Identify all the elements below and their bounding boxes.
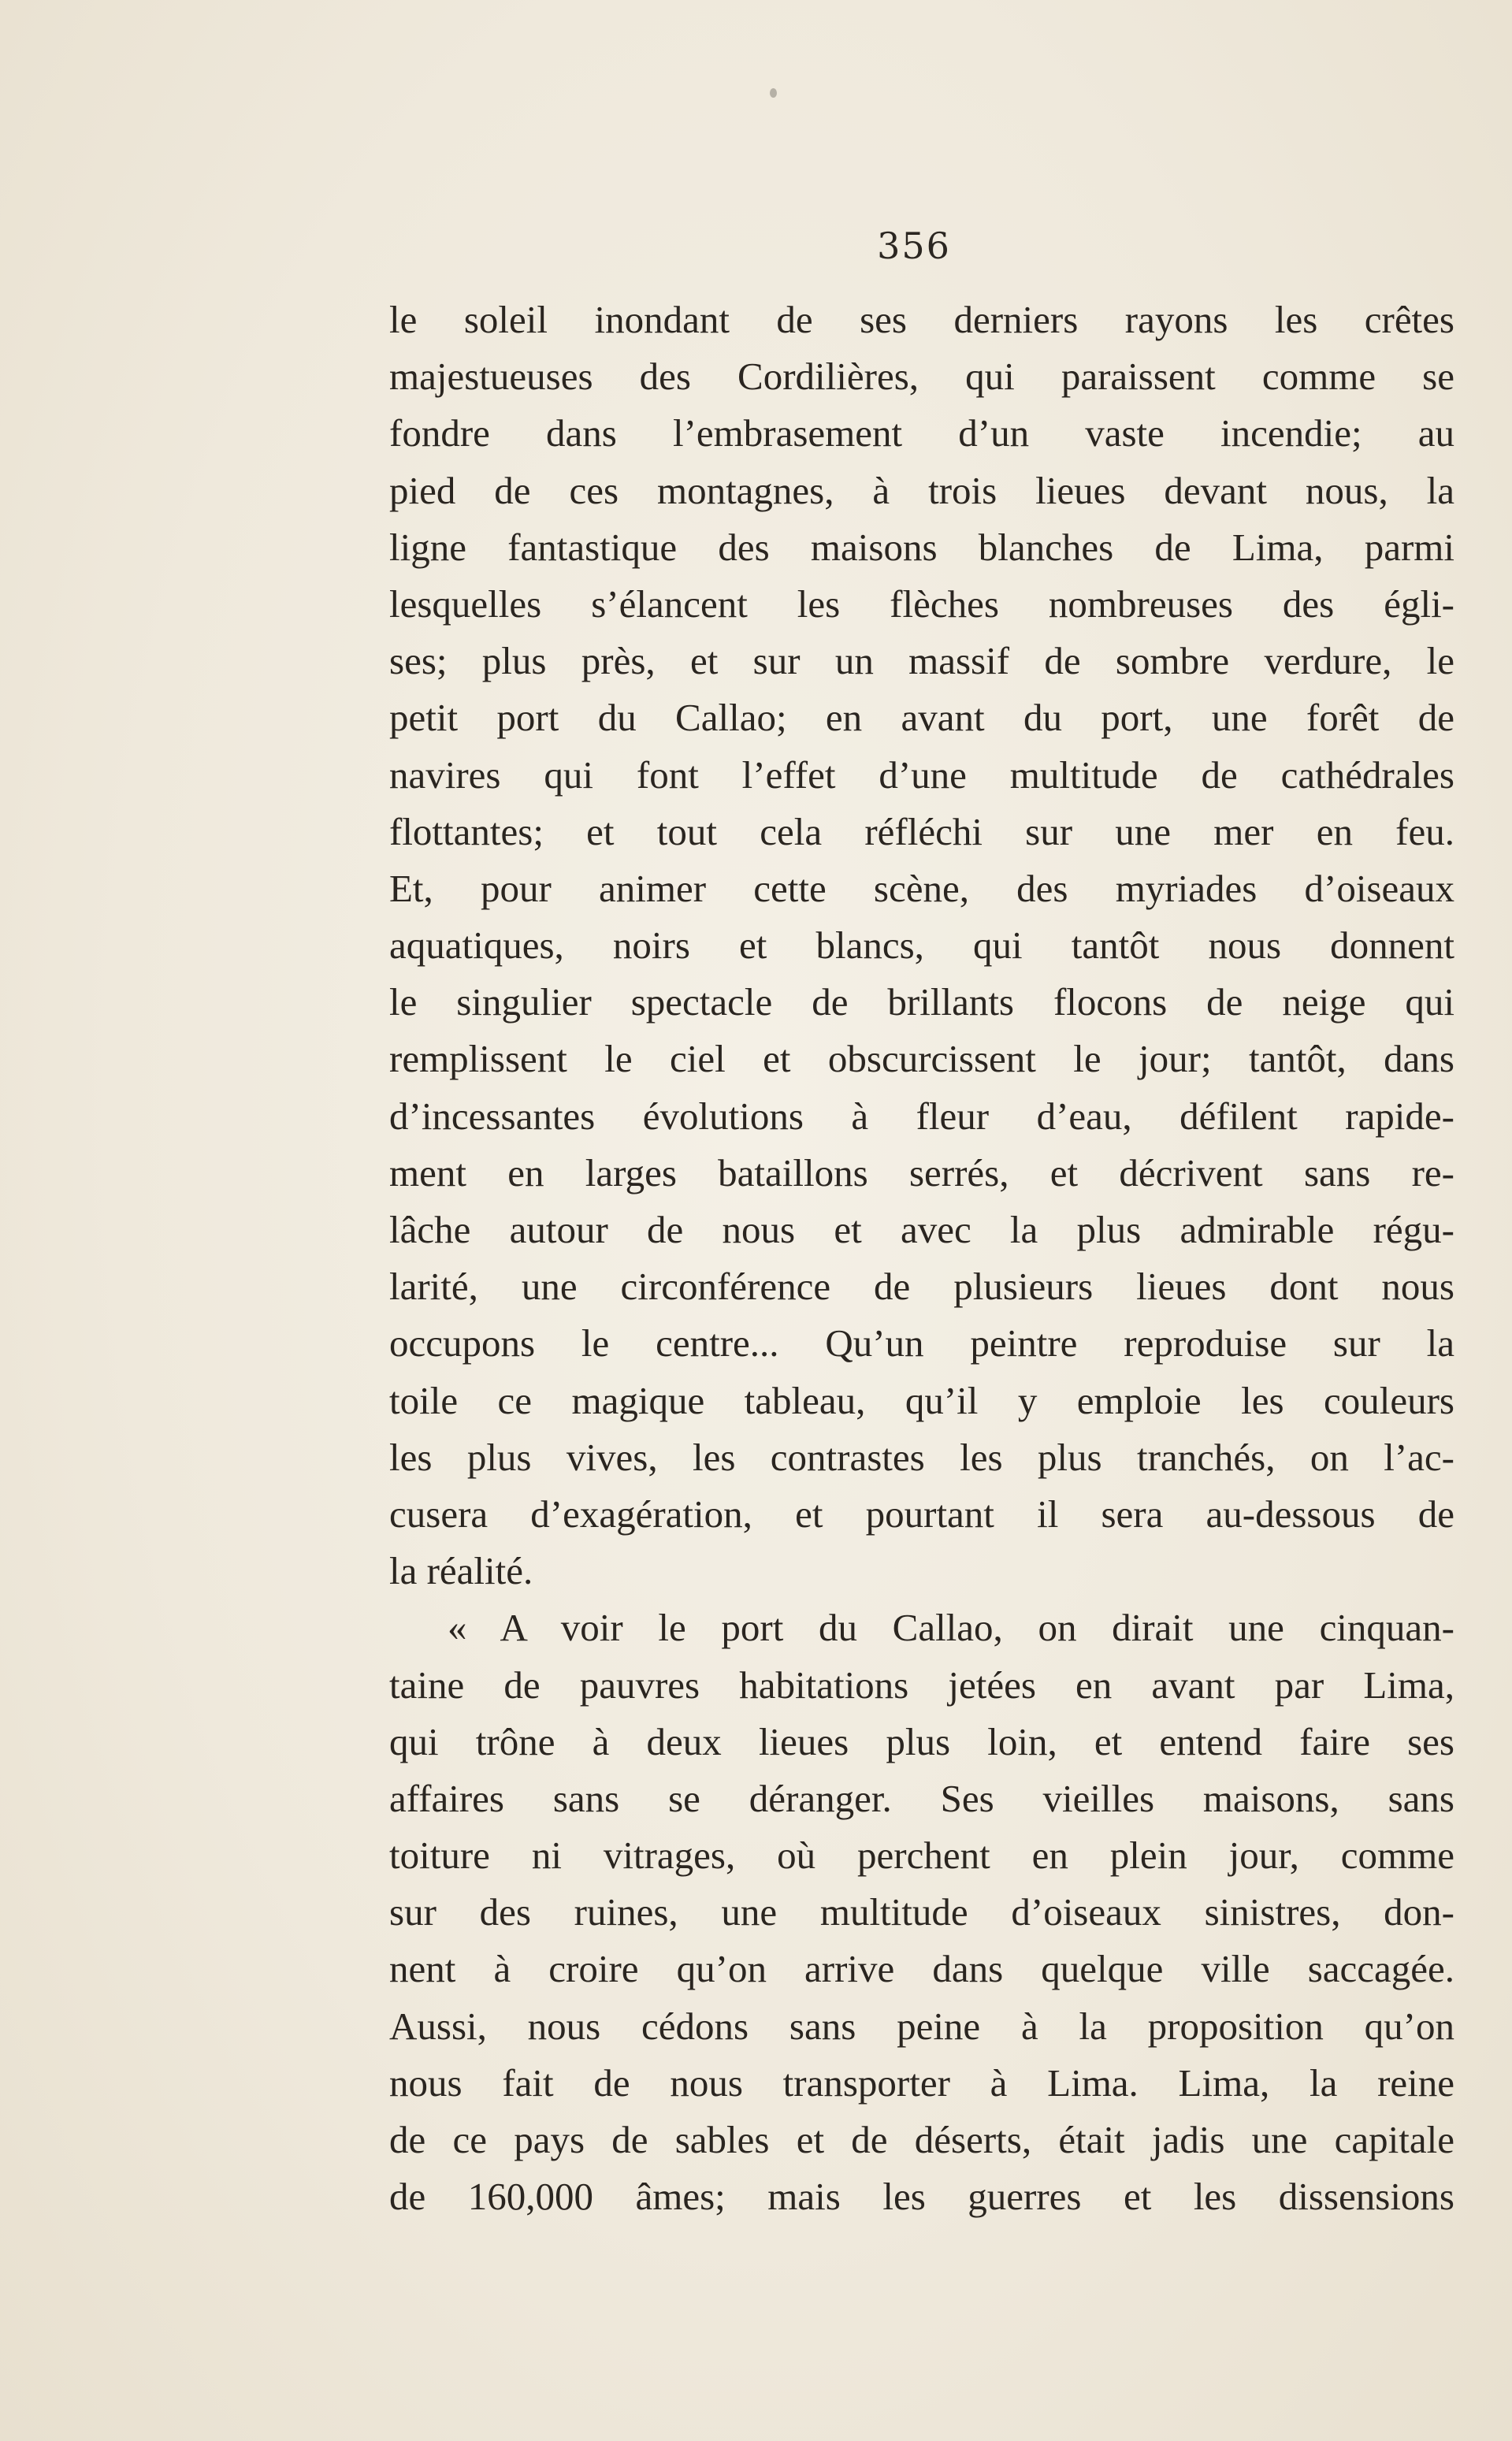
- text-line: lâche autour de nous et avec la plus admirable régu-: [389, 1208, 1454, 1251]
- text-line: qui trône à deux lieues plus loin, et entend faire ses: [389, 1719, 1454, 1763]
- text-line: toiture ni vitrages, où perchent en plein jour, comme: [389, 1834, 1454, 1878]
- body-text: [389, 292, 1454, 2225]
- text-line: ses; plus près, et sur un massif de sombre verdure, le: [389, 639, 1454, 683]
- text-line: fondre dans l’embrasement d’un vaste incendie; au: [389, 411, 1454, 455]
- text-line: aquatiques, noirs et blancs, qui tantôt nous donnent: [389, 923, 1454, 968]
- text-line: affaires sans se déranger. Ses vieilles maisons, sans: [389, 1776, 1454, 1820]
- text-line: le singulier spectacle de brillants flocons de neige qui: [389, 980, 1454, 1024]
- text-line: les plus vives, les contrastes les plus tranchés, on l’ac-: [389, 1435, 1454, 1479]
- text-line: de ce pays de sables et de déserts, était jadis une capitale: [389, 2118, 1454, 2161]
- text-line: nous fait de nous transporter à Lima. Lima, la reine: [389, 2060, 1454, 2105]
- text-line: ligne fantastique des maisons blanches de Lima, parmi: [389, 525, 1454, 569]
- text-line: nent à croire qu’on arrive dans quelque ville saccagée.: [389, 1947, 1454, 1991]
- text-line: occupons le centre... Qu’un peintre reproduise sur la: [389, 1321, 1454, 1365]
- text-line: petit port du Callao; en avant du port, une forêt de: [389, 696, 1454, 740]
- text-line: remplissent le ciel et obscurcissent le jour; tantôt, dans: [389, 1037, 1454, 1081]
- text-line: sur des ruines, une multitude d’oiseaux sinistres, don-: [389, 1890, 1454, 1934]
- text-line: cusera d’exagération, et pourtant il sera au-dessous de: [389, 1492, 1454, 1536]
- text-line: taine de pauvres habitations jetées en avant par Lima,: [389, 1663, 1454, 1707]
- page-number: 356: [877, 225, 951, 267]
- text-line: de 160,000 âmes; mais les guerres et les dissensions: [389, 2175, 1454, 2219]
- text-line: larité, une circonférence de plusieurs lieues dont nous: [389, 1265, 1454, 1309]
- text-line: « A voir le port du Callao, on dirait une cinquan-: [448, 1606, 1454, 1650]
- text-line: flottantes; et tout cela réfléchi sur une mer en feu.: [389, 809, 1454, 853]
- text-line: toile ce magique tableau, qu’il y emploie les couleurs: [389, 1378, 1454, 1422]
- text-line: lesquelles s’élancent les flèches nombreuses des égli-: [389, 581, 1454, 626]
- text-line: pied de ces montagnes, à trois lieues devant nous, la: [389, 468, 1454, 512]
- text-line: la réalité.: [389, 1549, 533, 1593]
- text-line: le soleil inondant de ses derniers rayons les crêtes: [389, 298, 1454, 341]
- text-line: d’incessantes évolutions à fleur d’eau, défilent rapide-: [389, 1094, 1454, 1138]
- text-line: navires qui font l’effet d’une multitude de cathédrales: [389, 752, 1454, 797]
- text-line: Aussi, nous cédons sans peine à la proposition qu’on: [389, 2004, 1454, 2048]
- ink-speck: [770, 88, 777, 98]
- text-line: Et, pour animer cette scène, des myriades d’oiseaux: [389, 866, 1454, 910]
- text-line: majestueuses des Cordilières, qui paraissent comme se: [389, 355, 1454, 399]
- text-line: ment en larges bataillons serrés, et décrivent sans re-: [389, 1150, 1454, 1194]
